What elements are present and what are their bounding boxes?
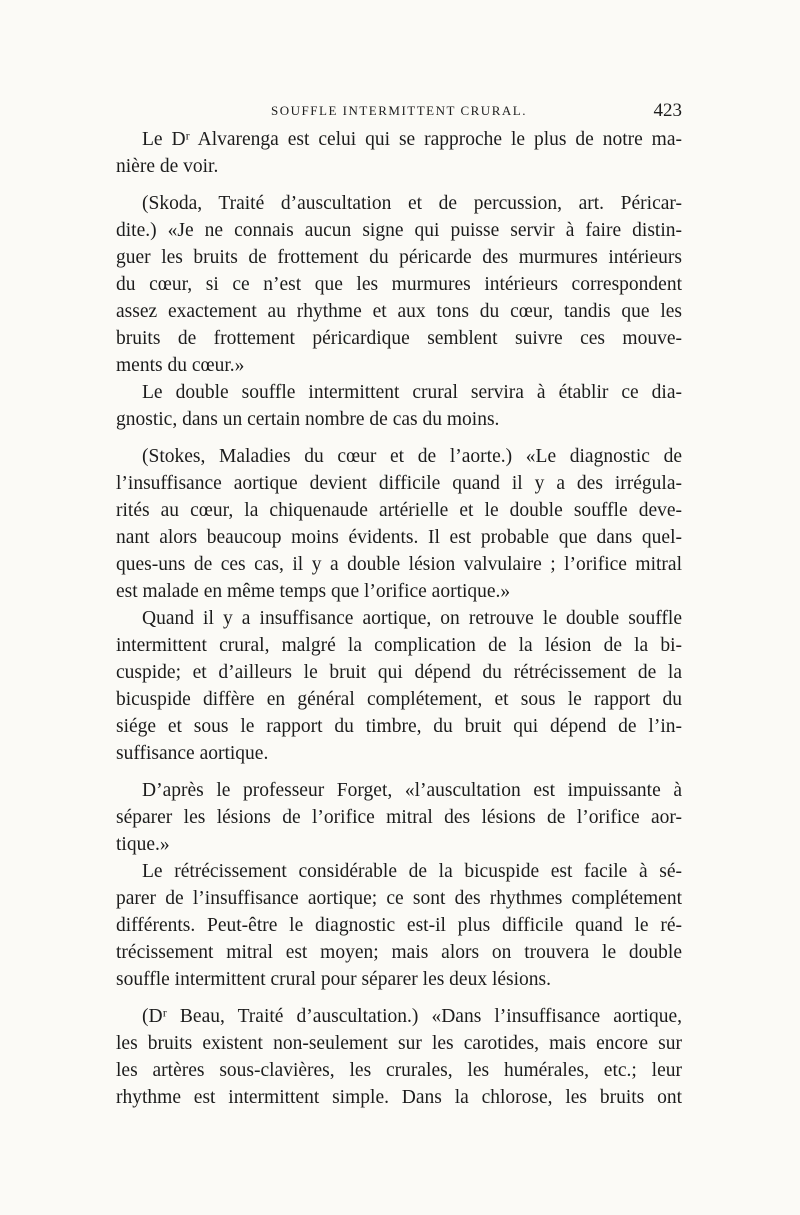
- text-line: D’après le professeur Forget, «l’auscultation est impuissante à: [142, 780, 682, 801]
- text-line: (Skoda, Traité d’auscultation et de percussion, art. Péricar-: [142, 193, 682, 214]
- text-line: souffle intermittent crural pour séparer les deux lésions.: [116, 969, 552, 990]
- text-line: bruits de frottement péricardique semblent suivre ces mouve-: [116, 328, 682, 349]
- text-line: guer les bruits de frottement du péricarde des murmures intérieurs: [116, 247, 682, 268]
- text-line: intermittent crural, malgré la complication de la lésion de la bi-: [116, 635, 682, 656]
- text-line: parer de l’insuffisance aortique; ce sont des rhythmes complétement: [116, 888, 682, 909]
- page-header: [116, 100, 682, 124]
- text-line: rhythme est intermittent simple. Dans la chlorose, les bruits ont: [116, 1087, 682, 1108]
- text-line: Le Dʳ Alvarenga est celui qui se rapproche le plus de notre ma-: [142, 129, 682, 150]
- text-line: dite.) «Je ne connais aucun signe qui puisse servir à faire distin-: [116, 220, 682, 241]
- page-number: 423: [653, 100, 682, 121]
- text-line: cuspide; et d’ailleurs le bruit qui dépend du rétrécissement de la: [116, 662, 682, 683]
- page-body: [116, 126, 682, 1111]
- text-line: (Stokes, Maladies du cœur et de l’aorte.) «Le diagnostic de: [142, 446, 682, 467]
- text-line: séparer les lésions de l’orifice mitral des lésions de l’orifice aor-: [116, 807, 682, 828]
- text-line: trécissement mitral est moyen; mais alors on trouvera le double: [116, 942, 682, 963]
- text-line: Le rétrécissement considérable de la bicuspide est facile à sé-: [142, 861, 682, 882]
- text-line: nière de voir.: [116, 156, 219, 177]
- text-line: les bruits existent non-seulement sur les carotides, mais encore sur: [116, 1033, 682, 1054]
- text-line: du cœur, si ce n’est que les murmures intérieurs correspondent: [116, 274, 682, 295]
- text-line: gnostic, dans un certain nombre de cas du moins.: [116, 409, 500, 430]
- text-line: nant alors beaucoup moins évidents. Il est probable que dans quel-: [116, 527, 682, 548]
- text-line: est malade en même temps que l’orifice aortique.»: [116, 581, 511, 602]
- text-line: (Dʳ Beau, Traité d’auscultation.) «Dans l’insuffisance aortique,: [142, 1006, 682, 1027]
- text-line: bicuspide diffère en général complétement, et sous le rapport du: [116, 689, 682, 710]
- text-line: suffisance aortique.: [116, 743, 269, 764]
- running-title: SOUFFLE INTERMITTENT CRURAL.: [271, 103, 527, 118]
- text-line: les artères sous-clavières, les crurales, les humérales, etc.; leur: [116, 1060, 682, 1081]
- text-line: Quand il y a insuffisance aortique, on retrouve le double souffle: [142, 608, 682, 629]
- text-line: différents. Peut-être le diagnostic est-il plus difficile quand le ré-: [116, 915, 682, 936]
- text-line: tique.»: [116, 834, 170, 855]
- text-line: assez exactement au rhythme et aux tons du cœur, tandis que les: [116, 301, 682, 322]
- text-line: l’insuffisance aortique devient difficile quand il y a des irrégula-: [116, 473, 682, 494]
- text-line: rités au cœur, la chiquenaude artérielle et le double souffle deve-: [116, 500, 682, 521]
- text-line: Le double souffle intermittent crural servira à établir ce dia-: [142, 382, 682, 403]
- text-line: ments du cœur.»: [116, 355, 245, 376]
- text-line: siége et sous le rapport du timbre, du bruit qui dépend de l’in-: [116, 716, 682, 737]
- text-line: ques-uns de ces cas, il y a double lésion valvulaire ; l’orifice mitral: [116, 554, 682, 575]
